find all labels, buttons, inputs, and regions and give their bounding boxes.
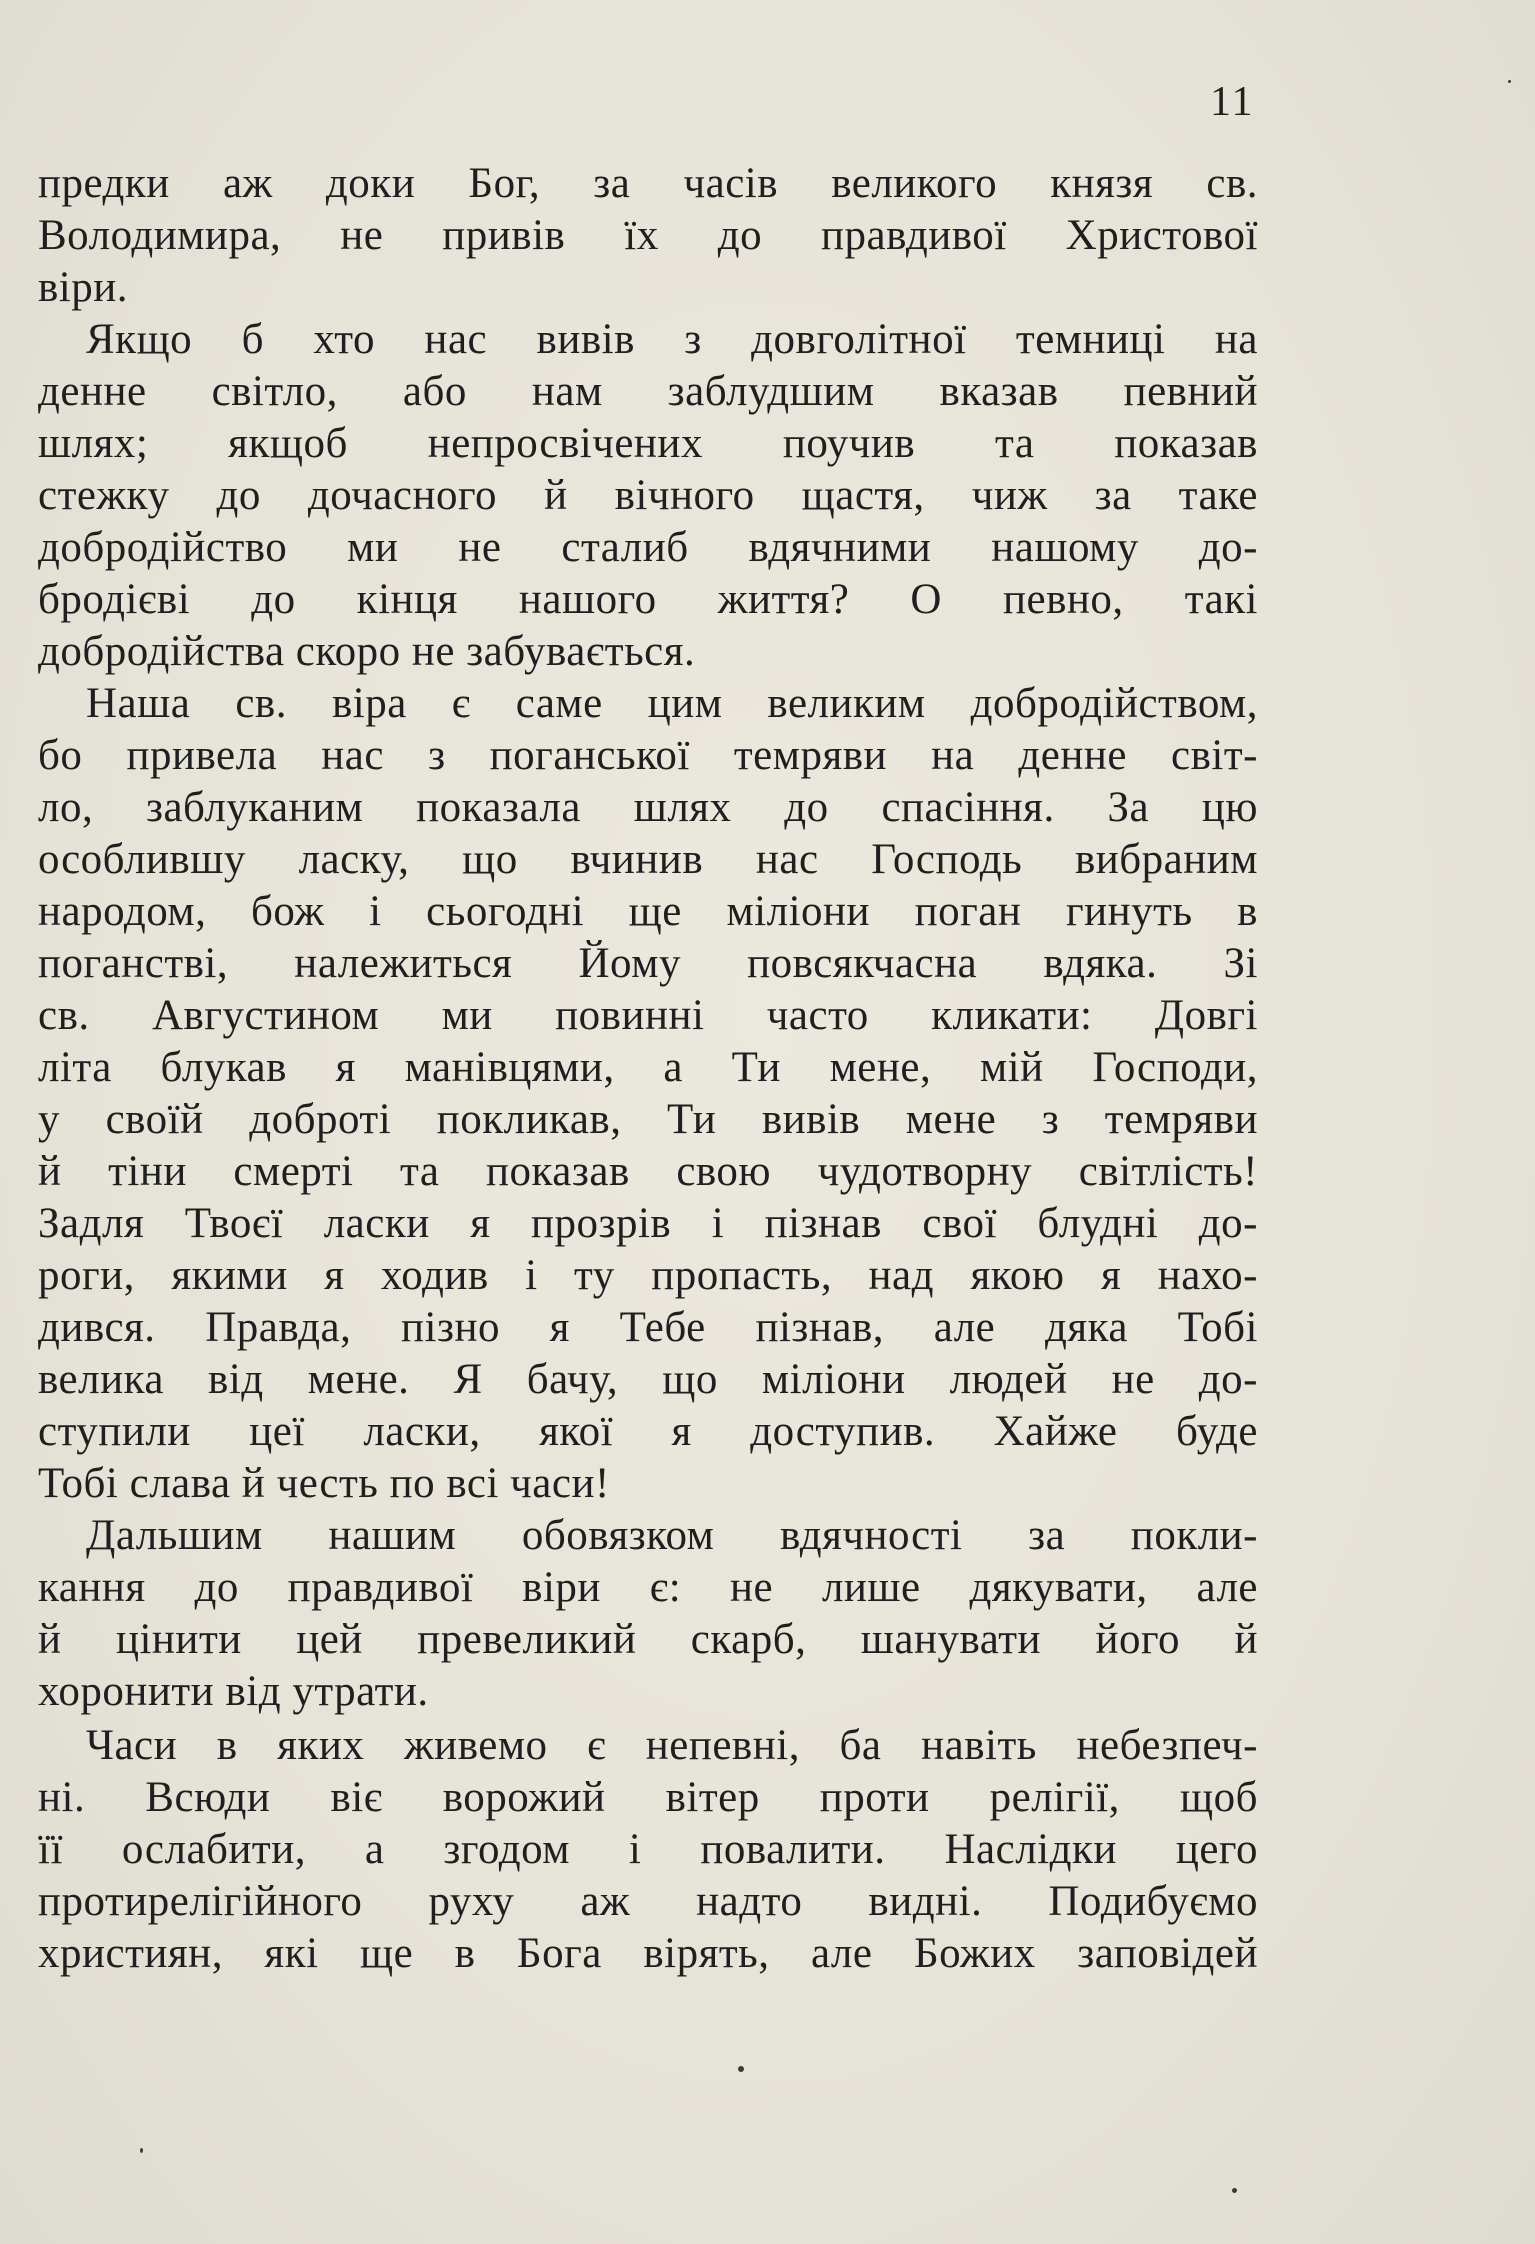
ink-speck xyxy=(140,2148,143,2153)
text-line: бродієві до кінця нашого життя? О певно, такі xyxy=(38,576,1258,623)
text-line: денне світло, або нам заблудшим вказав певний xyxy=(38,368,1258,415)
text-line: поганстві, належиться Йому повсякчасна вдяка. Зі xyxy=(38,940,1258,987)
text-line: Наша св. віра є саме цим великим добродійством, xyxy=(86,680,1258,727)
ink-speck xyxy=(738,2066,744,2072)
text-line: бо привела нас з поганської темряви на денне світ- xyxy=(38,732,1258,779)
text-line: Тобі слава й честь по всі часи! xyxy=(38,1460,610,1507)
text-line: християн, які ще в Бога вірять, але Божих заповідей xyxy=(38,1930,1258,1977)
text-line: народом, бож і сьогодні ще міліони поган гинуть в xyxy=(38,888,1258,935)
text-line: велика від мене. Я бачу, що міліони людей не до- xyxy=(38,1356,1258,1403)
page-number: 11 xyxy=(1210,79,1255,125)
text-line: й тіни смерті та показав свою чудотворну світлість! xyxy=(38,1148,1258,1195)
text-line: роги, якими я ходив і ту пропасть, над якою я нахо- xyxy=(38,1252,1258,1299)
text-line: предки аж доки Бог, за часів великого князя св. xyxy=(38,160,1258,207)
text-line: у своїй доброті покликав, Ти вивів мене з темряви xyxy=(38,1096,1258,1143)
text-line: Задля Твоєї ласки я прозрів і пізнав свої блудні до- xyxy=(38,1200,1258,1247)
text-line: шлях; якщоб непросвічених поучив та показав xyxy=(38,420,1258,467)
text-line: Дальшим нашим обовязком вдячності за покли- xyxy=(86,1512,1258,1559)
text-line: Часи в яких живемо є непевні, ба навіть небезпеч- xyxy=(86,1722,1258,1769)
text-line: літа блукав я манівцями, а Ти мене, мій Господи, xyxy=(38,1044,1258,1091)
text-line: протирелігійного руху аж надто видні. Подибуємо xyxy=(38,1878,1258,1925)
text-line: ні. Всюди віє ворожий вітер проти релігії, щоб xyxy=(38,1774,1258,1821)
text-line: ло, заблуканим показала шлях до спасіння. За цю xyxy=(38,784,1258,831)
ink-speck xyxy=(1232,2188,1237,2193)
text-line: ступили цеї ласки, якої я доступив. Хайже буде xyxy=(38,1408,1258,1455)
text-line: добродійство ми не сталиб вдячними нашому до- xyxy=(38,524,1258,571)
text-line: добродійства скоро не забувається. xyxy=(38,628,696,675)
text-line: св. Августином ми повинні часто кликати: Довгі xyxy=(38,992,1258,1039)
text-line: особлившу ласку, що вчинив нас Господь вибраним xyxy=(38,836,1258,883)
text-line: її ослабити, а згодом і повалити. Наслідки цего xyxy=(38,1826,1258,1873)
text-line: й цінити цей превеликий скарб, шанувати його й xyxy=(38,1616,1258,1663)
text-line: віри. xyxy=(38,264,129,311)
ink-speck xyxy=(1508,80,1511,83)
text-line: дився. Правда, пізно я Тебе пізнав, але дяка Тобі xyxy=(38,1304,1258,1351)
text-line: Якщо б хто нас вивів з довголітної темниці на xyxy=(86,316,1258,363)
text-line: Володимира, не привів їх до правдивої Христової xyxy=(38,212,1258,259)
text-line: стежку до дочасного й вічного щастя, чиж за таке xyxy=(38,472,1258,519)
text-line: хоронити від утрати. xyxy=(38,1668,429,1715)
text-line: кання до правдивої віри є: не лише дякувати, але xyxy=(38,1564,1258,1611)
